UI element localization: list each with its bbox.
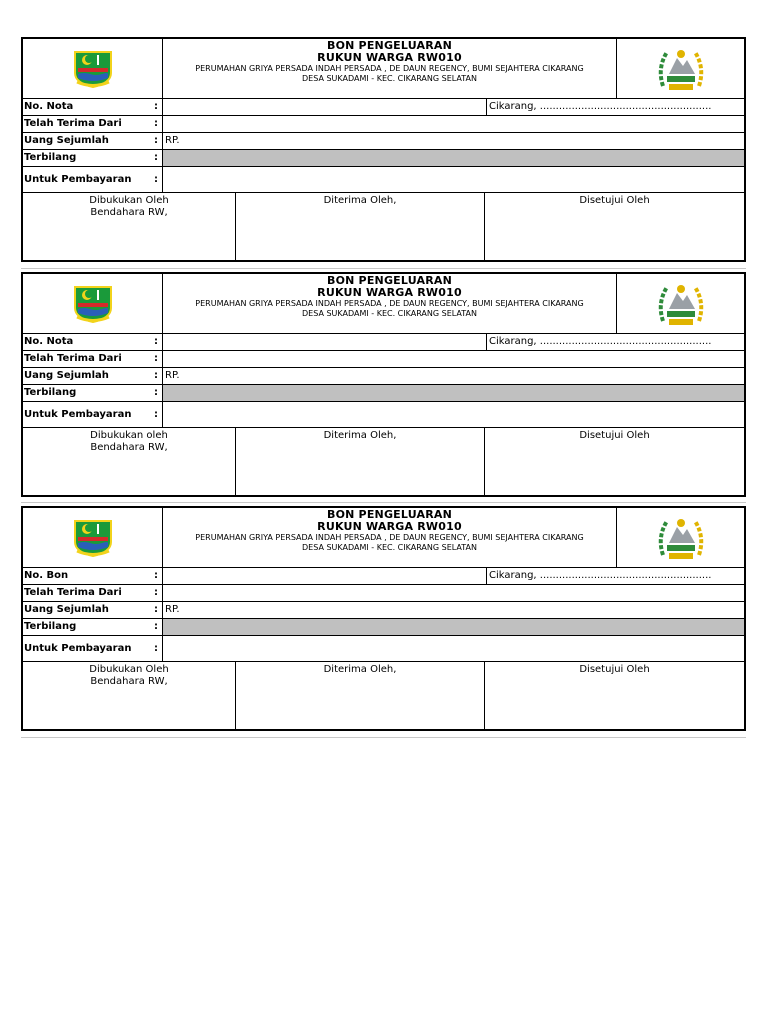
signature-diterima <box>236 193 485 260</box>
separator-line <box>21 737 746 738</box>
signature-disetujui <box>485 428 744 495</box>
pembayaran-label: Untuk Pembayaran <box>24 174 132 185</box>
terima-row <box>23 585 744 602</box>
uang-value-field[interactable]: RP. <box>165 604 180 615</box>
uang-row <box>23 133 744 150</box>
place-date[interactable]: Cikarang, ...................................................... <box>489 336 712 347</box>
title-cell <box>163 39 616 98</box>
nota-value-field[interactable] <box>163 99 487 115</box>
regency-crest-icon <box>72 518 114 558</box>
colon: : <box>154 368 163 384</box>
signature-disetujui <box>485 193 744 260</box>
address-line-1: PERUMAHAN GRIYA PERSADA INDAH PERSADA , DE DAUN REGENCY, BUMI SEJAHTERA CIKARANG <box>195 533 584 542</box>
nota-row <box>23 334 744 351</box>
regency-crest-icon <box>72 284 114 324</box>
terbilang-label: Terbilang <box>24 621 77 632</box>
terima-value-field[interactable] <box>163 585 744 601</box>
sign1-line1: Dibukukan Oleh <box>89 195 169 206</box>
pembayaran-row <box>23 636 744 662</box>
voucher-0 <box>21 37 746 262</box>
address-line-1: PERUMAHAN GRIYA PERSADA INDAH PERSADA , DE DAUN REGENCY, BUMI SEJAHTERA CIKARANG <box>195 299 584 308</box>
colon: : <box>154 585 163 601</box>
logo-cell <box>23 274 163 333</box>
nota-label: No. Bon <box>24 570 69 581</box>
colon: : <box>154 568 163 584</box>
colon: : <box>154 99 163 115</box>
terima-label: Telah Terima Dari <box>24 118 122 129</box>
title-cell <box>163 508 616 567</box>
village-seal-icon <box>653 511 709 565</box>
sign1-line2: Bendahara RW, <box>90 442 168 453</box>
signature-disetujui <box>485 662 744 729</box>
sign3-label: Disetujui Oleh <box>579 430 650 441</box>
uang-label: Uang Sejumlah <box>24 604 109 615</box>
uang-label: Uang Sejumlah <box>24 370 109 381</box>
seal-cell <box>616 39 744 98</box>
terima-label: Telah Terima Dari <box>24 587 122 598</box>
separator-line <box>21 502 746 503</box>
sign3-label: Disetujui Oleh <box>579 195 650 206</box>
colon: : <box>154 116 163 132</box>
colon: : <box>154 636 163 661</box>
address-line-1: PERUMAHAN GRIYA PERSADA INDAH PERSADA , DE DAUN REGENCY, BUMI SEJAHTERA CIKARANG <box>195 64 584 73</box>
pembayaran-row <box>23 167 744 193</box>
voucher-subtitle: RUKUN WARGA RW010 <box>317 286 462 299</box>
place-date[interactable]: Cikarang, ...................................................... <box>489 570 712 581</box>
uang-row <box>23 368 744 385</box>
colon: : <box>154 619 163 635</box>
signature-diterima <box>236 428 485 495</box>
terbilang-value-field[interactable] <box>163 619 744 635</box>
colon: : <box>154 385 163 401</box>
voucher-title: BON PENGELUARAN <box>326 508 452 521</box>
address-line-2: DESA SUKADAMI - KEC. CIKARANG SELATAN <box>302 543 477 552</box>
pembayaran-value-field[interactable] <box>163 402 744 427</box>
colon: : <box>154 167 163 192</box>
colon: : <box>154 133 163 149</box>
terima-value-field[interactable] <box>163 116 744 132</box>
voucher-header <box>23 39 744 99</box>
signature-bendahara <box>23 428 236 495</box>
nota-value-field[interactable] <box>163 334 487 350</box>
village-seal-icon <box>653 42 709 96</box>
terima-value-field[interactable] <box>163 351 744 367</box>
voucher-subtitle: RUKUN WARGA RW010 <box>317 520 462 533</box>
terima-row <box>23 351 744 368</box>
seal-cell <box>616 274 744 333</box>
place-date[interactable]: Cikarang, ...................................................... <box>489 101 712 112</box>
sign1-line1: Dibukukan Oleh <box>89 664 169 675</box>
sign2-label: Diterima Oleh, <box>323 664 397 675</box>
sign2-label: Diterima Oleh, <box>323 195 397 206</box>
voucher-title: BON PENGELUARAN <box>326 39 452 52</box>
sign2-label: Diterima Oleh, <box>323 430 397 441</box>
nota-value-field[interactable] <box>163 568 487 584</box>
terima-label: Telah Terima Dari <box>24 353 122 364</box>
sign1-line2: Bendahara RW, <box>90 207 168 218</box>
voucher-2 <box>21 506 746 731</box>
nota-label: No. Nota <box>24 101 74 112</box>
logo-cell <box>23 39 163 98</box>
address-line-2: DESA SUKADAMI - KEC. CIKARANG SELATAN <box>302 309 477 318</box>
signature-bendahara <box>23 193 236 260</box>
terbilang-label: Terbilang <box>24 387 77 398</box>
voucher-title: BON PENGELUARAN <box>326 274 452 287</box>
uang-label: Uang Sejumlah <box>24 135 109 146</box>
colon: : <box>154 602 163 618</box>
uang-value-field[interactable]: RP. <box>165 135 180 146</box>
pembayaran-label: Untuk Pembayaran <box>24 409 132 420</box>
colon: : <box>154 334 163 350</box>
nota-row <box>23 568 744 585</box>
colon: : <box>154 351 163 367</box>
terbilang-value-field[interactable] <box>163 150 744 166</box>
pembayaran-label: Untuk Pembayaran <box>24 643 132 654</box>
sign3-label: Disetujui Oleh <box>579 664 650 675</box>
colon: : <box>154 402 163 427</box>
village-seal-icon <box>653 277 709 331</box>
signature-row <box>23 428 744 495</box>
address-line-2: DESA SUKADAMI - KEC. CIKARANG SELATAN <box>302 74 477 83</box>
voucher-1 <box>21 272 746 497</box>
terima-row <box>23 116 744 133</box>
title-cell <box>163 274 616 333</box>
pembayaran-row <box>23 402 744 428</box>
terbilang-row <box>23 150 744 167</box>
voucher-header <box>23 508 744 568</box>
seal-cell <box>616 508 744 567</box>
terbilang-value-field[interactable] <box>163 385 744 401</box>
terbilang-row <box>23 619 744 636</box>
nota-label: No. Nota <box>24 336 74 347</box>
uang-value-field[interactable]: RP. <box>165 370 180 381</box>
signature-row <box>23 662 744 729</box>
pembayaran-value-field[interactable] <box>163 636 744 661</box>
terbilang-row <box>23 385 744 402</box>
sign1-line1: Dibukukan oleh <box>90 430 168 441</box>
signature-row <box>23 193 744 260</box>
terbilang-label: Terbilang <box>24 152 77 163</box>
regency-crest-icon <box>72 49 114 89</box>
uang-row <box>23 602 744 619</box>
voucher-subtitle: RUKUN WARGA RW010 <box>317 51 462 64</box>
separator-line <box>21 268 746 269</box>
voucher-header <box>23 274 744 334</box>
sign1-line2: Bendahara RW, <box>90 676 168 687</box>
pembayaran-value-field[interactable] <box>163 167 744 192</box>
logo-cell <box>23 508 163 567</box>
colon: : <box>154 150 163 166</box>
signature-bendahara <box>23 662 236 729</box>
signature-diterima <box>236 662 485 729</box>
nota-row <box>23 99 744 116</box>
